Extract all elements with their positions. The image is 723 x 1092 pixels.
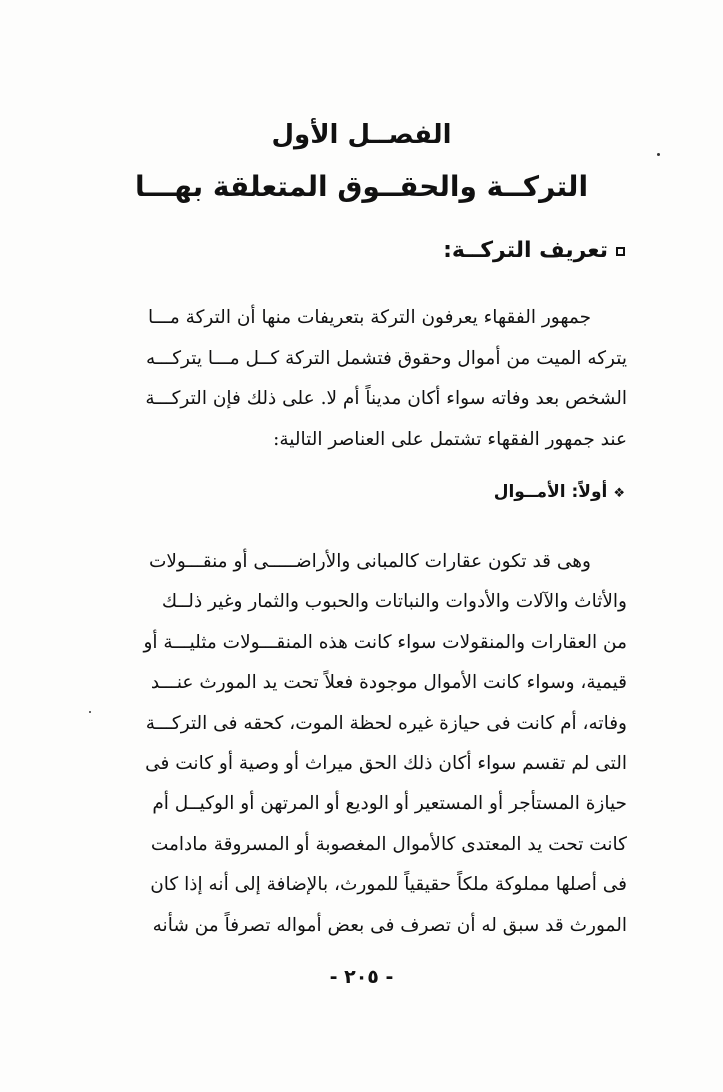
square-bullet-icon [616, 247, 625, 256]
subsection-heading-text: أولاً: الأمــوال [493, 482, 608, 502]
subsection-heading [494, 478, 625, 508]
paragraph-assets [93, 542, 627, 946]
paragraph-line: فى أصلها مملوكة ملكاً حقيقياً للمورث، بالإضافة إلى أنه إذا كان [150, 874, 627, 896]
scan-speck [89, 711, 91, 713]
paragraph-line: عند جمهور الفقهاء تشتمل على العناصر التالية: [273, 428, 627, 450]
paragraph-line: والأثاث والآلات والأدوات والنباتات والحبوب والثمار وغير ذلــك [161, 591, 627, 613]
paragraph-line: يتركه الميت من أموال وحقوق فتشمل التركة كــل مـــا يتركـــه [146, 347, 627, 369]
chapter-subtitle: التركــة والحقــوق المتعلقة بهـــا [134, 170, 589, 203]
paragraph-line: كانت تحت يد المعتدى كالأموال المغصوبة أو المسروقة مادامت [150, 833, 627, 855]
page-number: - ٢٠٥ - [329, 966, 394, 988]
chapter-title: الفصــل الأول [271, 120, 452, 150]
paragraph-line: الشخص بعد وفاته سواء أكان مديناً أم لا. على ذلك فإن التركـــة [145, 388, 627, 409]
paragraph-line: وفاته، أم كانت فى حيازة غيره لحظة الموت، كحقه فى التركـــة [145, 712, 627, 734]
paragraph-definition [93, 298, 627, 460]
paragraph-line: جمهور الفقهاء يعرفون التركة بتعريفات منها أن التركة مـــا [147, 307, 591, 328]
paragraph-line: قيمية، وسواء كانت الأموال موجودة فعلاً تحت يد المورث عنـــد [150, 672, 627, 694]
paragraph-line: من العقارات والمنقولات سواء كانت هذه المنقـــولات مثليـــة أو [143, 631, 627, 653]
paragraph-line: التى لم تقسم سواء أكان ذلك الحق ميراث أو وصية أو كانت فى [145, 753, 627, 775]
scan-speck [657, 153, 660, 156]
section-heading [443, 236, 625, 266]
diamond-bullet-icon: ❖ [613, 486, 625, 501]
section-heading-text: تعريف التركــة: [443, 238, 608, 263]
paragraph-line: وهى قد تكون عقارات كالمبانى والأراضـــــى أو منقـــولات [148, 551, 591, 572]
paragraph-line: حيازة المستأجر أو المستعير أو الوديع أو المرتهن أو الوكيــل أم [152, 793, 627, 815]
paragraph-line: المورث قد سبق له أن تصرف فى بعض أمواله تصرفاً من شأنه [152, 914, 627, 936]
